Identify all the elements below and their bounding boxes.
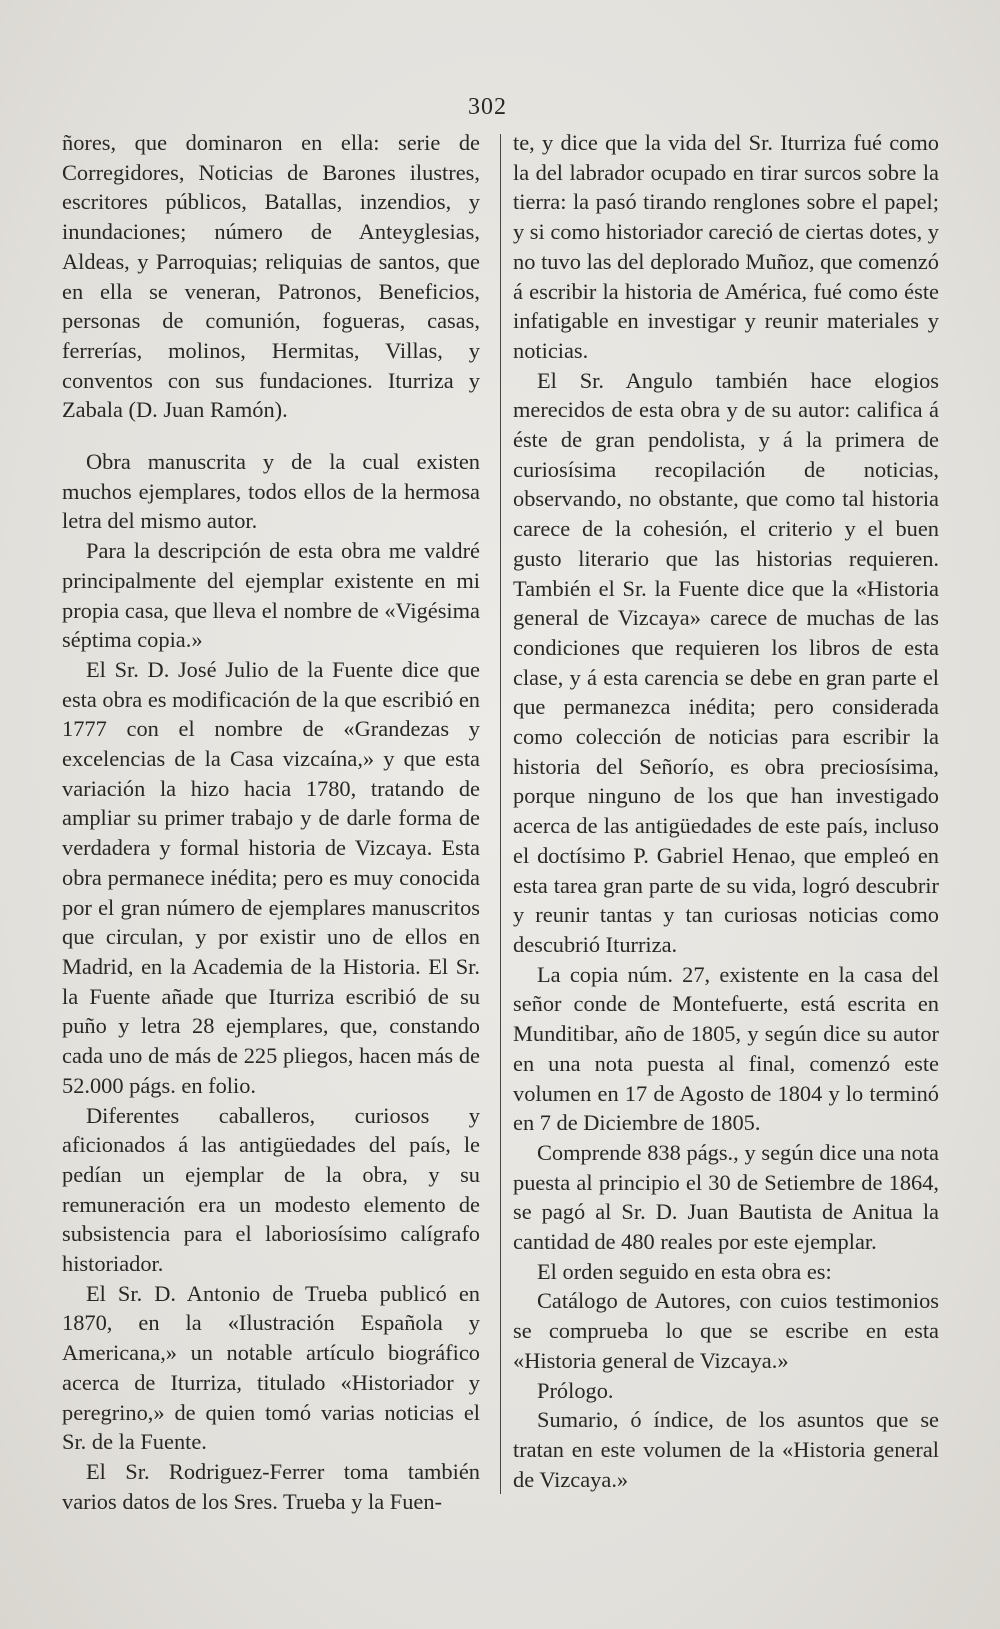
right-column: [513, 128, 939, 1494]
paragraph: Diferentes caballeros, curiosos y aficionados á las antigüedades del país, le pedían un ejemplar de la obra, y su remuneración era un modesto elemento de subsistencia para el laboriosísimo calígrafo historiador.: [62, 1102, 480, 1277]
paragraph: ñores, que dominaron en ella: serie de Corregidores, Noticias de Barones ilustres, escritores públicos, Batallas, inzendios, y inundaciones; número de Anteyglesias, Aldeas, y Parroquias; reliquias de santos, que en ella se veneran, Patronos, Beneficios, personas de comunión, fogueras, casas, ferrerías, molinos, Hermitas, Villas, y conventos con sus fundaciones. Iturriza y Zabala (D. Juan Ramón).: [62, 130, 480, 423]
paragraph: Sumario, ó índice, de los asuntos que se tratan en este volumen de la «Historia general de Vizcaya.»: [513, 1407, 939, 1492]
paragraph: Para la descripción de esta obra me valdré principalmente del ejemplar existente en mi propia casa, que lleva el nombre de «Vigésima séptima copia.»: [62, 538, 480, 653]
paragraph: El Sr. D. Antonio de Trueba publicó en 1870, en la «Ilustración Española y Americana,» un notable artículo biográfico acerca de Iturriza, titulado «Historiador y peregrino,» de quien tomó varias noticias el Sr. de la Fuente.: [62, 1280, 480, 1455]
column-divider: [500, 134, 501, 1494]
left-column: [62, 128, 480, 1516]
paragraph: te, y dice que la vida del Sr. Iturriza fué como la del labrador ocupado en tirar surcos sobre la tierra: la pasó tirando renglones sobre el papel; y si como historiador careció de ciertas dotes, y no tuvo las del deplorado Muñoz, que comenzó á escribir la historia de América, fué como éste infatigable en investigar y reunir materiales y noticias.: [513, 130, 939, 363]
paragraph: Comprende 838 págs., y según dice una nota puesta al principio el 30 de Setiembre de 1864, se pagó al Sr. D. Juan Bautista de Anitua la cantidad de 480 reales por este ejemplar.: [513, 1139, 939, 1255]
paragraph: Prólogo.: [537, 1377, 614, 1403]
page-number: 302: [468, 94, 507, 120]
paragraph: El Sr. Angulo también hace elogios merecidos de esta obra y de su autor: califica á éste de gran pendolista, y á la primera de curiosísima recopilación de noticias, observando, no obstante, que como tal historia carece de la cohesión, el criterio y el buen gusto literario que las historias requieren. También el Sr. la Fuente dice que la «Historia general de Vizcaya» carece de muchas de las condiciones que requieren los libros de esta clase, y á esta carencia se debe en gran parte el que permanezca inédita; pero considerada como colección de noticias para escribir la historia del Señorío, es obra preciosísima, porque ninguno de los que han investigado acerca de las antigüedades de este país, incluso el doctísimo P. Gabriel Henao, que empleó en esta tarea gran parte de su vida, logró descubrir y reunir tantas y tan curiosas noticias como descubrió Iturriza.: [513, 367, 939, 957]
paragraph: El orden seguido en esta obra es:: [537, 1258, 832, 1284]
paragraph: El Sr. Rodriguez-Ferrer toma también varios datos de los Sres. Trueba y la Fuen-: [62, 1458, 480, 1514]
paragraph: La copia núm. 27, existente en la casa del señor conde de Montefuerte, está escrita en Munditibar, año de 1805, y según dice su autor en una nota puesta al final, comenzó este volumen en 17 de Agosto de 1804 y lo terminó en 7 de Diciembre de 1805.: [513, 961, 939, 1136]
paragraph: El Sr. D. José Julio de la Fuente dice que esta obra es modificación de la que escribió en 1777 con el nombre de «Grandezas y excelencias de la Casa vizcaína,» y que esta variación la hizo hacia 1780, tratando de ampliar su primer trabajo y de darle forma de verdadera y formal historia de Vizcaya. Esta obra permanece inédita; pero es muy conocida por el gran número de ejemplares manuscritos que circulan, y por existir uno de ellos en Madrid, en la Academia de la Historia. El Sr. la Fuente añade que Iturriza escribió de su puño y letra 28 ejemplares, que, constando cada uno de más de 225 pliegos, hacen más de 52.000 págs. en folio.: [62, 656, 480, 1098]
paragraph: Catálogo de Autores, con cuios testimonios se comprueba lo que se escribe en esta «Historia general de Vizcaya.»: [513, 1288, 939, 1373]
paragraph: Obra manuscrita y de la cual existen muchos ejemplares, todos ellos de la hermosa letra del mismo autor.: [62, 449, 480, 534]
